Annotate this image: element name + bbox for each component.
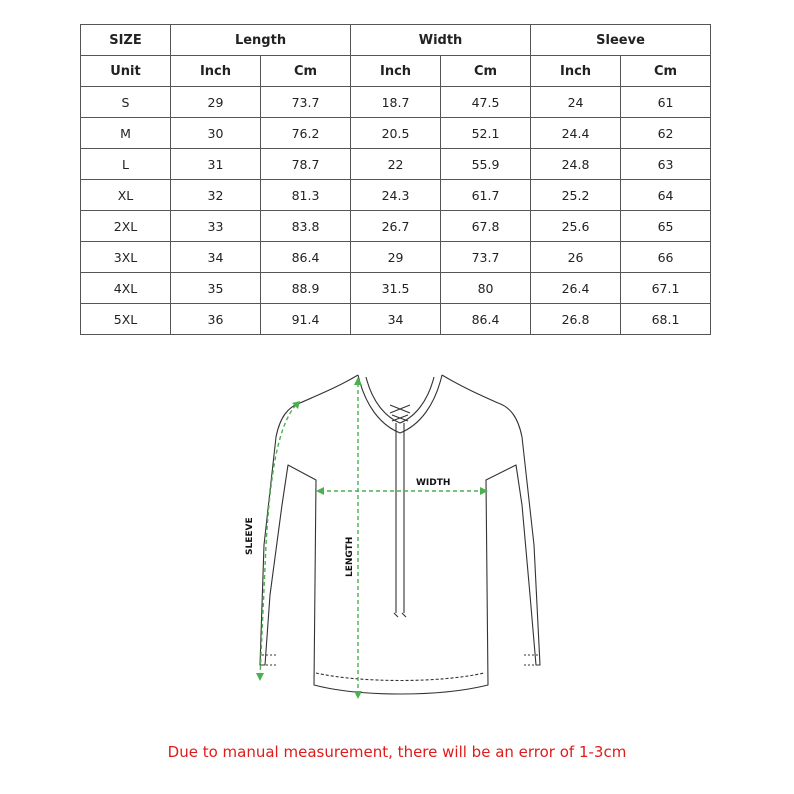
shirt-outline [260, 375, 540, 694]
sleeve-inch-cell: 24.4 [531, 118, 621, 149]
table-row [81, 211, 711, 242]
sleeve-inch-cell: 24.8 [531, 149, 621, 180]
table-row [81, 242, 711, 273]
header-length-cm: Cm [261, 56, 351, 87]
header-sleeve-inch: Inch [531, 56, 621, 87]
length-cm-cell: 78.7 [261, 149, 351, 180]
table-row [81, 273, 711, 304]
length-cm-cell: 88.9 [261, 273, 351, 304]
length-inch-cell: 34 [171, 242, 261, 273]
size-cell: 4XL [81, 273, 171, 304]
length-inch-cell: 29 [171, 87, 261, 118]
sleeve-cm-cell: 66 [621, 242, 711, 273]
length-cm-cell: 86.4 [261, 242, 351, 273]
sleeve-label: SLEEVE [245, 517, 255, 555]
sleeve-inch-cell: 26.4 [531, 273, 621, 304]
width-inch-cell: 34 [351, 304, 441, 335]
width-arrow-left [316, 487, 324, 495]
width-inch-cell: 20.5 [351, 118, 441, 149]
left-cuff-stitch [262, 655, 276, 665]
sleeve-inch-cell: 24 [531, 87, 621, 118]
length-inch-cell: 36 [171, 304, 261, 335]
sleeve-inch-cell: 26.8 [531, 304, 621, 335]
sleeve-cm-cell: 67.1 [621, 273, 711, 304]
width-inch-cell: 18.7 [351, 87, 441, 118]
table-header-row [81, 25, 711, 56]
table-unit-row [81, 56, 711, 87]
lace-crosses [390, 405, 410, 421]
width-cm-cell: 61.7 [441, 180, 531, 211]
length-cm-cell: 81.3 [261, 180, 351, 211]
hem-stitch [316, 673, 484, 681]
measurement-error-note: Due to manual measurement, there will be an error of 1-3cm [167, 743, 627, 761]
width-cm-cell: 73.7 [441, 242, 531, 273]
width-cm-cell: 80 [441, 273, 531, 304]
width-cm-cell: 55.9 [441, 149, 531, 180]
width-cm-cell: 67.8 [441, 211, 531, 242]
shirt-measurement-diagram [230, 365, 560, 710]
width-inch-cell: 24.3 [351, 180, 441, 211]
sleeve-measure-line [260, 405, 296, 677]
header-unit: Unit [81, 56, 171, 87]
sleeve-arrow-top [292, 401, 300, 409]
size-cell: XL [81, 180, 171, 211]
length-cm-cell: 76.2 [261, 118, 351, 149]
sleeve-cm-cell: 64 [621, 180, 711, 211]
header-sleeve-cm: Cm [621, 56, 711, 87]
length-inch-cell: 35 [171, 273, 261, 304]
lace-ends [394, 613, 406, 617]
table-row [81, 118, 711, 149]
sleeve-cm-cell: 65 [621, 211, 711, 242]
size-chart-table [80, 24, 711, 335]
table-row [81, 87, 711, 118]
length-label: LENGTH [345, 536, 355, 577]
width-cm-cell: 86.4 [441, 304, 531, 335]
sleeve-cm-cell: 63 [621, 149, 711, 180]
measurement-arrowheads [256, 377, 488, 699]
sleeve-cm-cell: 62 [621, 118, 711, 149]
length-cm-cell: 91.4 [261, 304, 351, 335]
collar-outer [358, 375, 442, 433]
sleeve-inch-cell: 25.2 [531, 180, 621, 211]
width-arrow-right [480, 487, 488, 495]
size-cell: L [81, 149, 171, 180]
sleeve-inch-cell: 25.6 [531, 211, 621, 242]
table-row [81, 304, 711, 335]
width-inch-cell: 29 [351, 242, 441, 273]
header-width-cm: Cm [441, 56, 531, 87]
length-cm-cell: 83.8 [261, 211, 351, 242]
width-cm-cell: 52.1 [441, 118, 531, 149]
length-inch-cell: 33 [171, 211, 261, 242]
width-inch-cell: 26.7 [351, 211, 441, 242]
header-sleeve: Sleeve [531, 25, 711, 56]
table-row [81, 180, 711, 211]
size-cell: 5XL [81, 304, 171, 335]
length-inch-cell: 30 [171, 118, 261, 149]
size-cell: S [81, 87, 171, 118]
sleeve-arrow-bottom [256, 673, 264, 681]
length-inch-cell: 32 [171, 180, 261, 211]
sleeve-cm-cell: 61 [621, 87, 711, 118]
table-row [81, 149, 711, 180]
width-label: WIDTH [416, 478, 451, 488]
length-arrow-bottom [354, 691, 362, 699]
sleeve-inch-cell: 26 [531, 242, 621, 273]
length-cm-cell: 73.7 [261, 87, 351, 118]
width-inch-cell: 31.5 [351, 273, 441, 304]
header-length-inch: Inch [171, 56, 261, 87]
size-cell: 3XL [81, 242, 171, 273]
size-cell: 2XL [81, 211, 171, 242]
width-inch-cell: 22 [351, 149, 441, 180]
header-width-inch: Inch [351, 56, 441, 87]
size-cell: M [81, 118, 171, 149]
lace-strings [396, 423, 404, 613]
header-width: Width [351, 25, 531, 56]
width-cm-cell: 47.5 [441, 87, 531, 118]
length-inch-cell: 31 [171, 149, 261, 180]
length-arrow-top [354, 377, 362, 385]
header-length: Length [171, 25, 351, 56]
header-size: SIZE [81, 25, 171, 56]
measurement-lines [260, 383, 484, 695]
sleeve-cm-cell: 68.1 [621, 304, 711, 335]
